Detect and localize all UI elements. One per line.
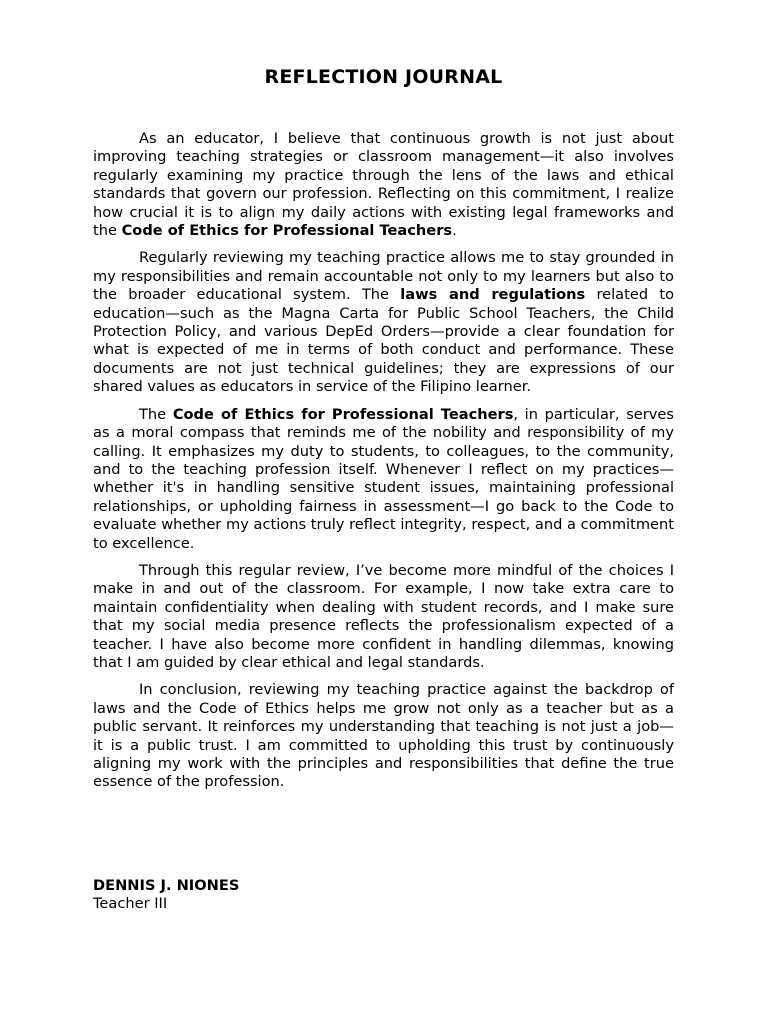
- paragraph-text: Regularly reviewing my teaching practice allows me to stay grounded in my responsibilities and remain accountable not only to my learners but also to the broader educational system. The: [93, 249, 674, 304]
- paragraph: [93, 130, 674, 240]
- paragraph-text: .: [452, 222, 457, 240]
- signatory-role: Teacher III: [93, 895, 168, 913]
- paragraph: [93, 406, 674, 553]
- emphasis-text: laws and regulations: [400, 286, 586, 304]
- paragraph: [93, 562, 674, 672]
- emphasis-text: Code of Ethics for Professional Teachers: [121, 222, 453, 240]
- paragraph-text: In conclusion, reviewing my teaching practice against the backdrop of laws and the Code of Ethics helps me grow not only as a teacher but as a public servant. It reinforces my understanding that teaching is not just a job—it is a public trust. I am committed to upholding this trust by continuously aligning my work with the principles and responsibilities that define the true essence of the profession.: [93, 681, 674, 791]
- paragraph: [93, 681, 674, 791]
- signatory-name: DENNIS J. NIONES: [93, 877, 240, 894]
- paragraph-text: , in particular, serves as a moral compass that reminds me of the nobility and responsibility of my calling. It emphasizes my duty to students, to colleagues, to the community, and to the teaching profession itself. Whenever I reflect on my practices—whether it's in handling sensitive student issues, maintaining professional relationships, or upholding fairness in assessment—I go back to the Code to evaluate whether my actions truly reflect integrity, respect, and a commitment to excellence.: [93, 405, 674, 552]
- signature-block: [93, 877, 239, 914]
- document-body: [93, 130, 674, 801]
- paragraph-text: Through this regular review, I’ve become more mindful of the choices I make in and out of the classroom. For example, I now take extra care to maintain confidentiality when dealing with student records, and I make sure that my social media presence reflects the professionalism expected of a teacher. I have also become more confident in handling dilemmas, knowing that I am guided by clear ethical and legal standards.: [93, 561, 674, 671]
- paragraph-text: related to education—such as the Magna Carta for Public School Teachers, the Child Protection Policy, and various DepEd Orders—provide a clear foundation for what is expected of me in terms of both conduct and performance. These documents are not just technical guidelines; they are expressions of our shared values as educators in service of the Filipino learner.: [93, 286, 674, 396]
- paragraph-text: The: [139, 405, 173, 423]
- document-title: REFLECTION JOURNAL: [264, 66, 503, 88]
- paragraph-text: As an educator, I believe that continuous growth is not just about improving teaching strategies or classroom management—it also involves regularly examining my practice through the lens of the laws and ethical standards that govern our profession. Reflecting on this commitment, I realize how crucial it is to align my daily actions with existing legal frameworks and the: [93, 130, 674, 240]
- paragraph: [93, 249, 674, 396]
- emphasis-text: Code of Ethics for Professional Teachers: [172, 405, 514, 423]
